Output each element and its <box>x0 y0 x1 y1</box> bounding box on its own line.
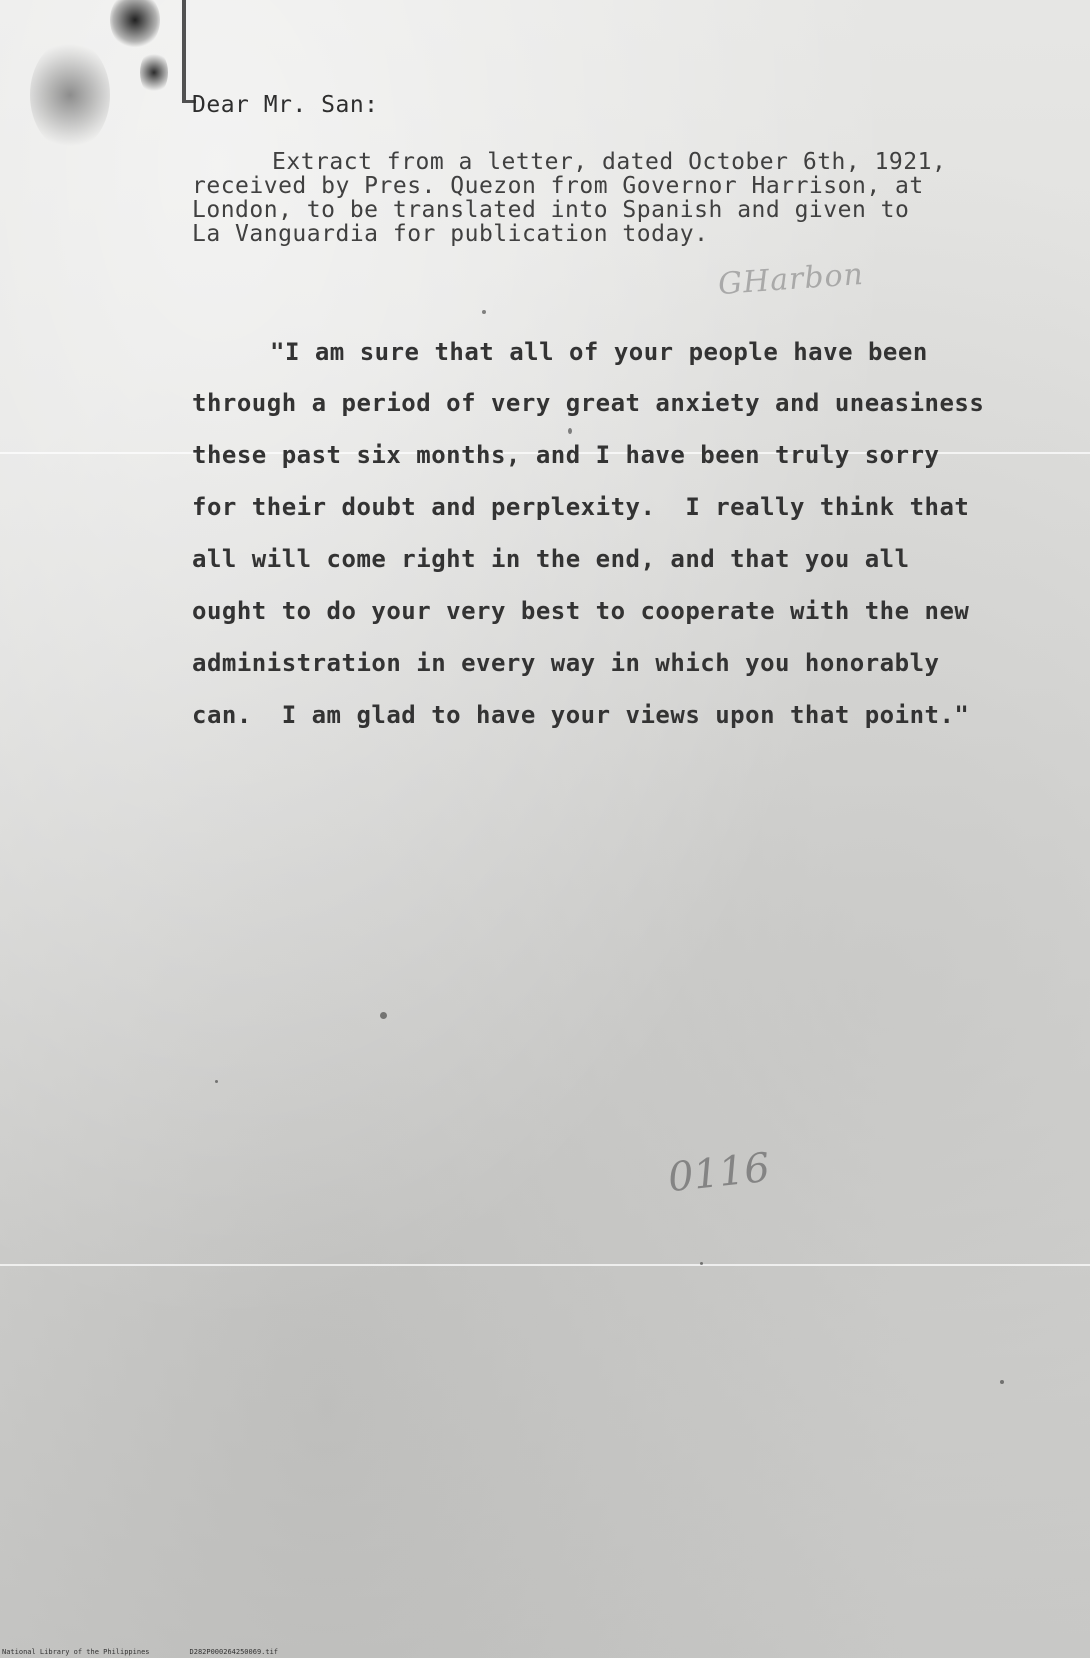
quote-line: all will come right in the end, and that you all <box>192 545 910 573</box>
binding-clip <box>182 0 196 103</box>
pencil-page-number: 0116 <box>665 1144 772 1202</box>
quote-line: can. I am glad to have your views upon that point." <box>192 701 970 729</box>
quote-line: these past six months, and I have been truly sorry <box>192 441 940 469</box>
scan-fold-line <box>0 1264 1090 1266</box>
salutation: Dear Mr. San: <box>192 92 379 118</box>
quote-line: "I am sure that all of your people have been <box>270 338 928 366</box>
quote-line: administration in every way in which you honorably <box>192 649 940 677</box>
file-reference: D282P000264250069.tif <box>189 1648 279 1656</box>
binding-hole <box>110 0 160 50</box>
binding-stain <box>30 40 110 150</box>
paper-speck <box>215 1080 218 1083</box>
intro-line: La Vanguardia for publication today. <box>192 221 709 247</box>
archive-name: National Library of the Philippines <box>2 1648 150 1656</box>
intro-line: Extract from a letter, dated October 6th, 1921, <box>272 149 947 175</box>
binding-hole <box>140 50 168 95</box>
paper-speck <box>568 428 572 434</box>
quote-line: through a period of very great anxiety and uneasiness <box>192 389 985 417</box>
intro-line: London, to be translated into Spanish and given to <box>192 197 910 223</box>
quote-line: ought to do your very best to cooperate with the new <box>192 597 970 625</box>
paper-speck <box>700 1262 703 1265</box>
scan-footer <box>2 1648 278 1656</box>
handwritten-initials: GHarbon <box>716 256 865 303</box>
intro-line: received by Pres. Quezon from Governor Harrison, at <box>192 173 924 199</box>
paper-speck <box>482 310 486 314</box>
paper-speck <box>380 1012 387 1019</box>
quote-line: for their doubt and perplexity. I really think that <box>192 493 970 521</box>
paper-speck <box>1000 1380 1004 1384</box>
